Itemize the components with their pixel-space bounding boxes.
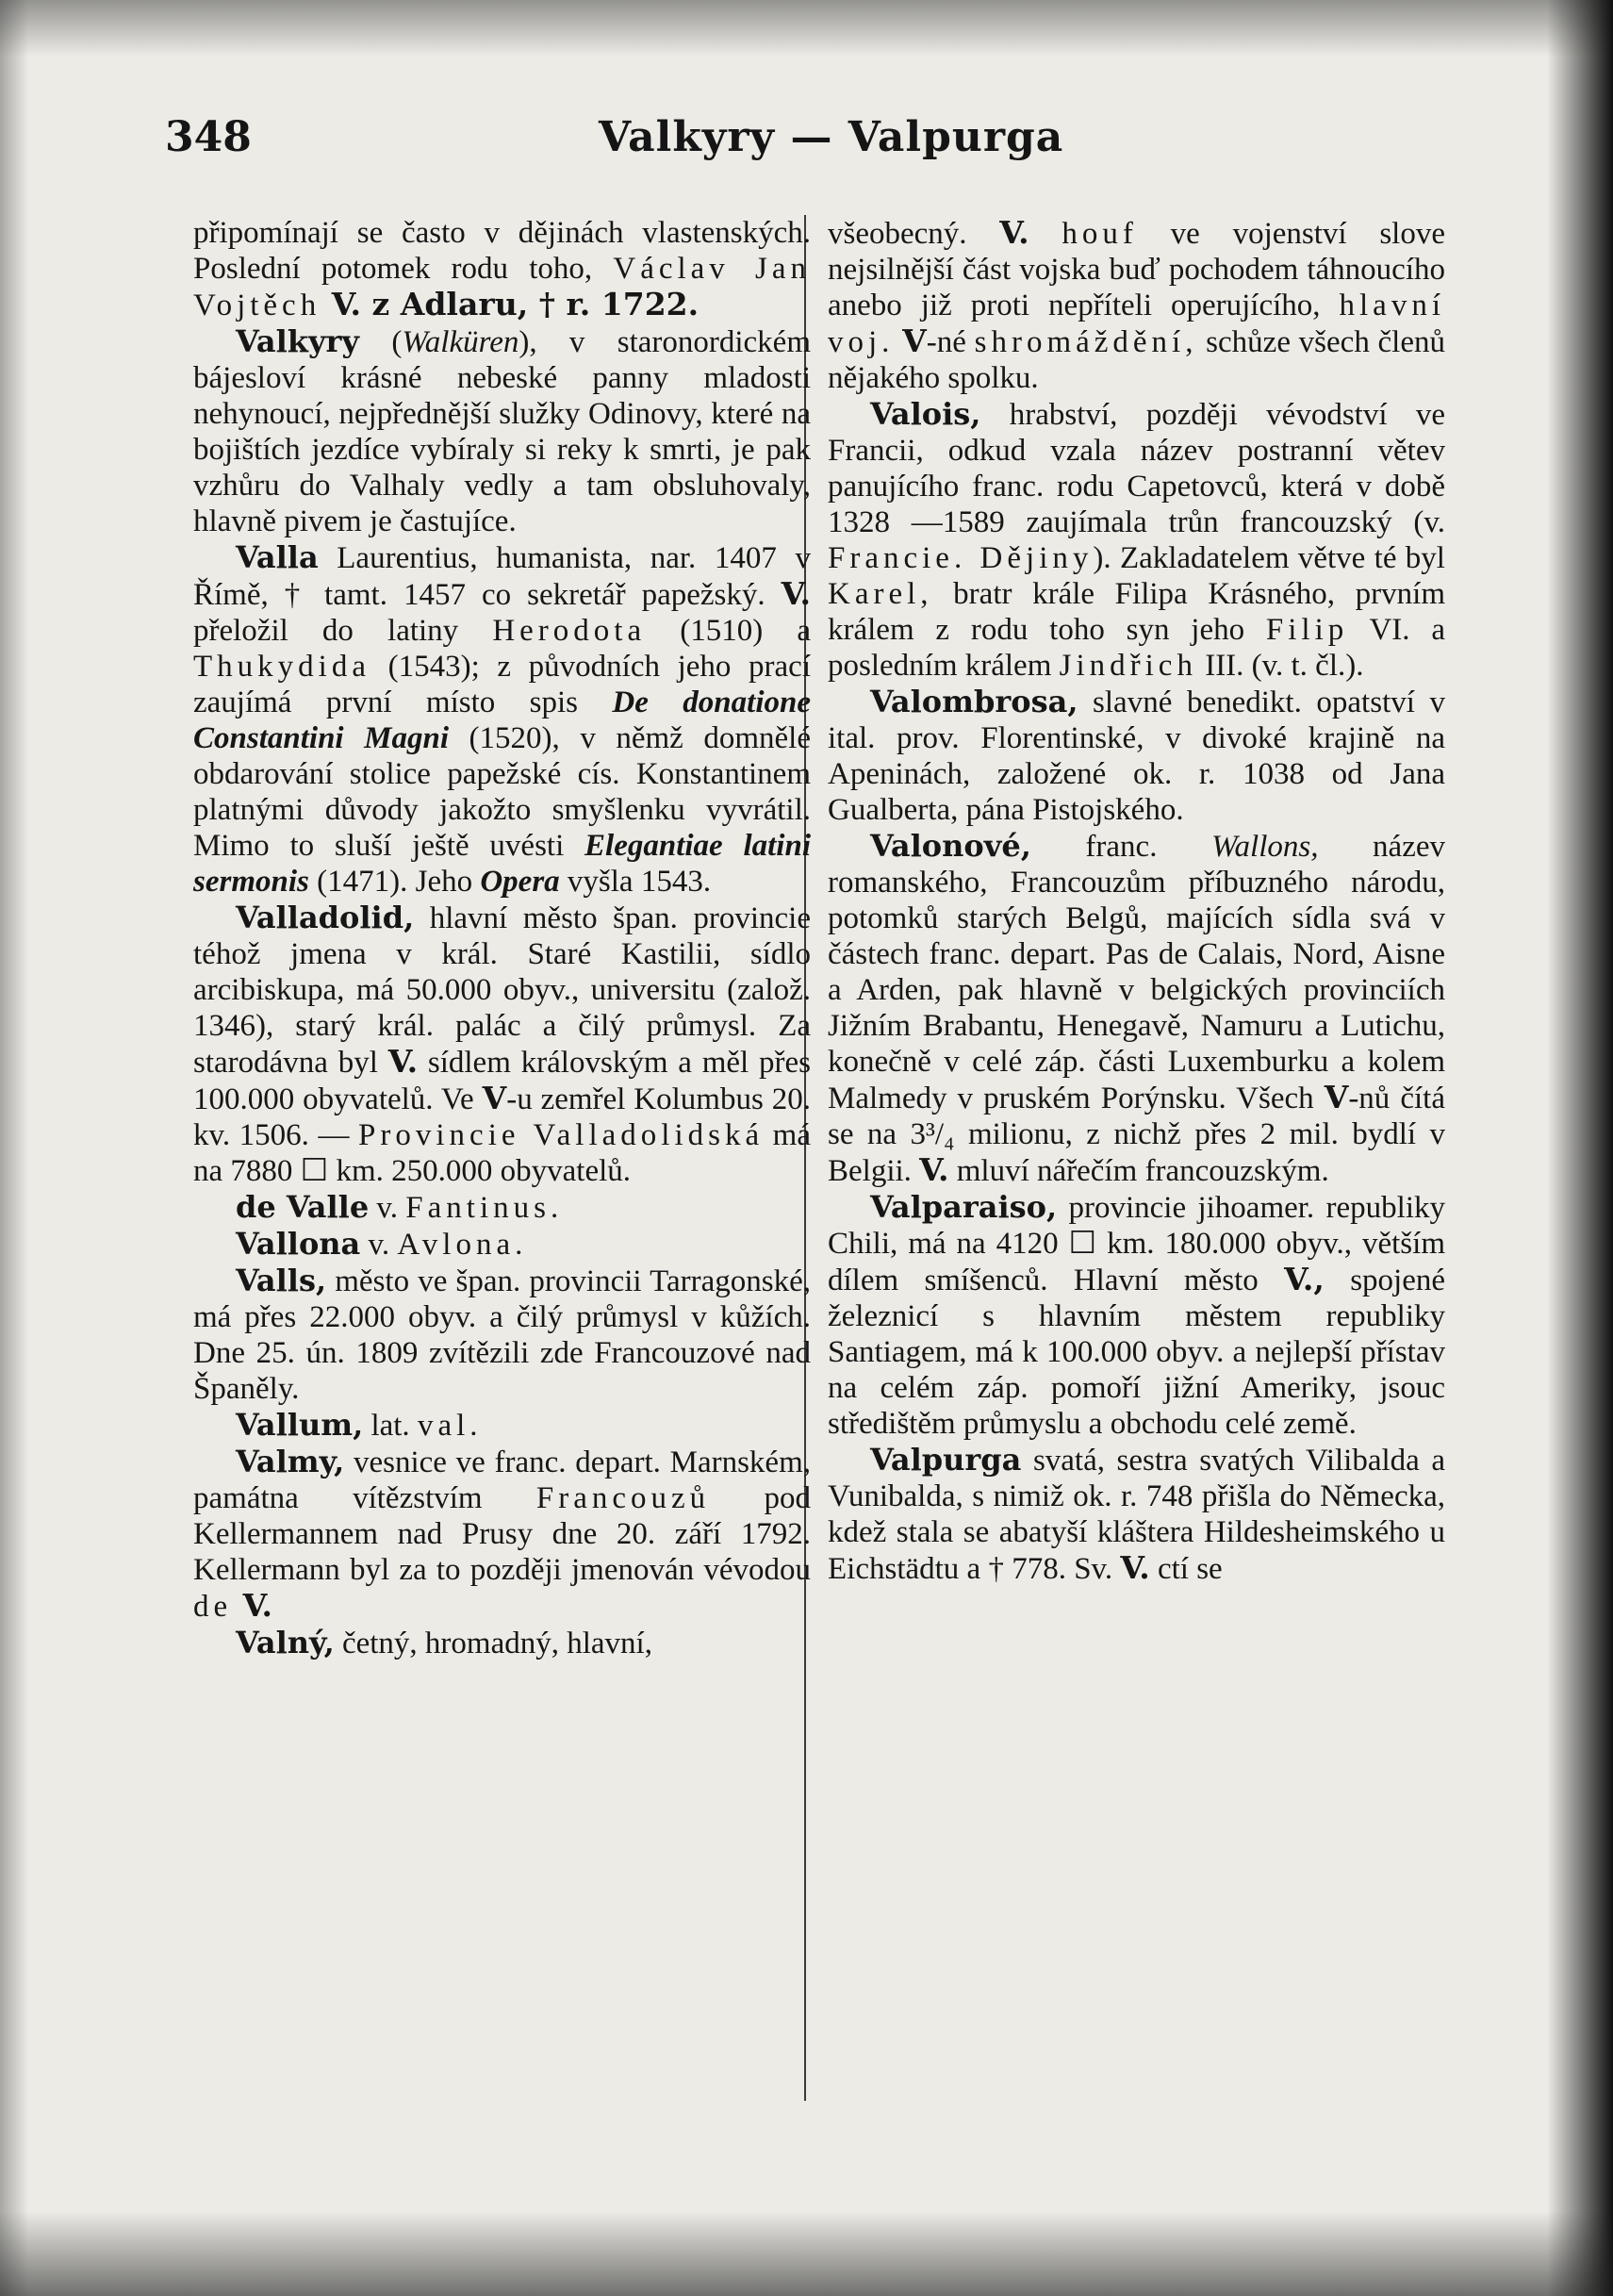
page-number: 348: [165, 113, 252, 161]
entry-valparaiso: Valparaiso, provincie jihoamer. republiky Chili, má na 4120 ☐ km. 180.000 obyv., větším dílem smíšenců. Hlavní město V., spojené železnicí s hlavním městem republiky Santiagem, má k 100.000 obyv. a nejlepší přístav na celém záp. pomoří jižní Ameriky, jsouc středištěm průmyslu a obchodu celé země.: [828, 1189, 1445, 1441]
headword: de Valle: [236, 1189, 370, 1225]
right-column: [828, 215, 1445, 1587]
entry-continuation: připomínají se často v dějinách vlastenských. Poslední potomek rodu toho, Václav Jan Vojtěch V. z Adlaru, † r. 1722.: [193, 216, 811, 322]
entry-valls: Valls, město ve špan. provincii Tarragonské, má přes 22.000 obyv. a čilý průmysl v kůžích. Dne 25. ún. 1809 zvítězili zde Francouzové nad Španěly.: [193, 1263, 811, 1406]
left-column: [193, 215, 811, 1661]
headword: Valladolid,: [236, 900, 415, 935]
headword: Valpurga: [870, 1442, 1022, 1478]
headword: Valla: [236, 539, 319, 575]
entry-valpurga: Valpurga svatá, sestra svatých Vilibalda a Vunibalda, s nimiž ok. r. 748 přišla do Německa, kdež stala se abatyší kláštera Hildesheimského u Eichstädtu a † 778. Sv. V. ctí se: [828, 1442, 1445, 1586]
page-edge-left-shadow: [0, 0, 28, 2296]
entry-valladolid: Valladolid, hlavní město špan. provincie téhož jmena v král. Staré Kastilii, sídlo arcibiskupa, má 50.000 obyv., universitu (založ. 1346), starý král. palác a čilý průmysl. Za starodávna byl V. sídlem královským a měl přes 100.000 obyvatelů. Ve V-u zemřel Kolumbus 20. kv. 1506. — Provincie Valladolidská má na 7880 ☐ km. 250.000 obyvatelů.: [193, 900, 812, 1188]
running-head: Valkyry — Valpurga: [599, 113, 1064, 161]
headword: Valný,: [236, 1625, 335, 1660]
page-header: [165, 113, 1447, 179]
headword: Vallum,: [236, 1407, 364, 1443]
headword: Vallona: [236, 1226, 361, 1262]
page-edge-right-shadow: [1547, 0, 1613, 2296]
headword: Valkyry: [236, 323, 359, 359]
page-edge-bottom-shadow: [0, 2211, 1613, 2296]
entry-valkyry: Valkyry (Walküren), v staronordickém bájesloví krásné nebeské panny mladosti nehynoucí, nejpřednější služky Odinovy, které na bojištích jezdíce vybíraly si reky k smrti, je pak vzhůru do Valhaly vedly a tam obsluhovaly, hlavně pivem je častujíce.: [193, 323, 811, 538]
entry-vallona: Vallona v. Avlona.: [236, 1226, 528, 1262]
headword: Valombrosa,: [870, 684, 1078, 719]
entry-valois: Valois, hrabství, později vévodství ve Francii, odkud vzala název postranní větev panujícího franc. rodu Capetovců, která v době 1328 —1589 zaujímala trůn francouzský (v. Francie. Dějiny). Zakladatelem větve té byl Karel, bratr krále Filipa Krásného, prvním králem z rodu toho syn jeho Filip VI. a posledním králem Jindřich III. (v. t. čl.).: [828, 396, 1445, 683]
entry-continuation: všeobecný. V. houf ve vojenství slove nejsilnější část vojska buď pochodem táhnoucího anebo již proti nepříteli operujícího, hlavní voj. V-né shromáždění, schůze všech členů nějakého spolku.: [828, 214, 1445, 395]
entry-valmy: Valmy, vesnice ve franc. depart. Marnském, památna vítězstvím Francouzů pod Kellermannem nad Prusy dne 20. září 1792. Kellermann byl za to později jmenován vévodou de V.: [193, 1444, 811, 1624]
entry-valny: Valný, četný, hromadný, hlavní,: [236, 1625, 652, 1660]
headword: Valparaiso,: [870, 1189, 1058, 1225]
headword: Valois,: [870, 396, 981, 432]
entry-vallum: Vallum, lat. val.: [236, 1407, 483, 1443]
page-edge-top-shadow: [0, 0, 1613, 57]
entry-valla: Valla Laurentius, humanista, nar. 1407 v Římě, † tamt. 1457 co sekretář papežský. V. přeložil do latiny Herodota (1510) a Thukydida (1543); z původních jeho prací zaujímá první místo spis De donatione Constantini Magni (1520), v němž domnělé obdarování stolice papežské cís. Konstantinem platnými důvody jakožto smyšlenku vyvrátil. Mimo to sluší ještě uvésti Elegantiae latini sermonis (1471). Jeho Opera vyšla 1543.: [193, 539, 811, 899]
entry-valombrosa: Valombrosa, slavné benedikt. opatství v ital. prov. Florentinské, v divoké krajině na Apeninách, založené ok. r. 1038 od Jana Gualberta, pána Pistojského.: [828, 684, 1445, 827]
headword: Valmy,: [236, 1444, 345, 1479]
entry-valonove: Valonové, franc. Wallons, název romanského, Francouzům příbuzného národu, potomků starých Belgů, majících sídla svá v částech franc. depart. Pas de Calais, Nord, Aisne a Arden, pak hlavně v belgických provinciích Jižním Brabantu, Henegavě, Namuru a Lutichu, konečně v celé záp. části Luxemburku a kolem Malmedy v pruském Porýnsku. Všech V-nů čítá se na 3³/₄ milionu, z nichž přes 2 mil. bydlí v Belgii. V. mluví nářečím francouzským.: [828, 828, 1445, 1188]
entry-de-valle: de Valle v. Fantinus.: [236, 1189, 564, 1225]
headword: Valonové,: [870, 828, 1031, 864]
headword: Valls,: [236, 1263, 327, 1298]
